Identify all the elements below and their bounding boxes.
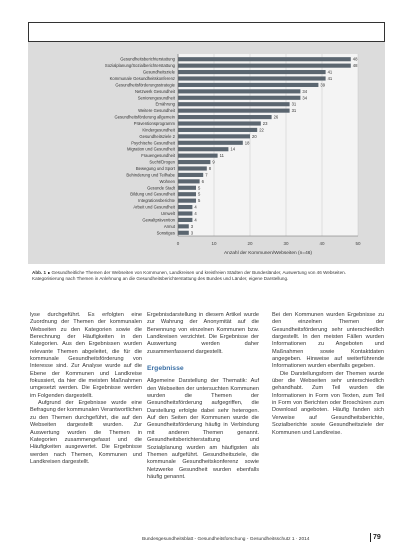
data-label: 3	[190, 230, 194, 236]
paragraph: Die Darstellungsform der Themen wurde über die Webseiten sehr unterschiedlich gehandhabt. Zum Teil wurden die Informationen in Form von Texten, zum Teil in Form von Berichten oder Broschüren zum Download angeboten. Häufig fanden sich Verweise auf Gesundheitsberichte, Sozialberichte sowie Gesundheitsziele der Kommunen und Landkreise.	[272, 370, 384, 436]
category-label: Behinderung und Teilhabe	[126, 172, 175, 178]
data-label: 9	[212, 159, 215, 165]
category-label: Gesundheitsziele 2	[139, 133, 175, 139]
category-label: Sucht/Drogen	[149, 159, 175, 165]
data-label: 48	[352, 56, 358, 62]
bar	[178, 102, 290, 106]
x-tick-label: 30	[283, 241, 289, 246]
data-label: 4	[194, 217, 197, 223]
caption-label: Abb. 1	[32, 270, 47, 275]
bar	[178, 83, 318, 87]
data-label: 4	[194, 204, 197, 210]
data-label: 5	[198, 198, 201, 204]
data-label: 6	[201, 178, 204, 184]
category-label: Gewaltprävention	[142, 217, 175, 223]
paragraph: Allgemeine Darstellung der Thematik: Auf den Webseiten der untersuchten Kommunen wurden die Themen der Gesundheitsförderung aufgegriffen, die Darstellung erfolgte dabei sehr heterogen. Auf den Seiten der Kommunen wurde die Gesundheitsförderung häufig in Verbindung mit anderen Themen genannt. Gesundheitsberichterstattung und Sozialplanung wurden am häufigsten als Themen aufgeführt. Gesundheitsziele, die kommunale Gesundheitskonferenz sowie Netzwerke Gesundheit wurden ebenfalls häufig genannt.	[147, 378, 259, 480]
data-label: 34	[302, 95, 308, 101]
category-label: Wohnen	[159, 178, 175, 184]
bar	[178, 173, 203, 177]
paragraph: Aufgrund der Ergebnisse wurde eine Befragung der kommunalen Verantwortlichen zu den Themen durchgeführt, die auf den Webseiten dargestellt wurden. Zur Auswertung wurden die Themen in Kategorien zusammengefasst und die Häufigkeiten ausgewertet. Die Ergebnisse werden nach Themen, Kommunen und Landkreisen dargestellt.	[30, 400, 142, 465]
section-heading: Ergebnisse	[147, 365, 184, 373]
category-label: Gesundheitsförderungsstrategie	[115, 82, 175, 88]
data-label: 26	[273, 114, 279, 120]
data-label: 23	[262, 121, 268, 126]
bar	[178, 186, 196, 190]
data-label: 5	[198, 185, 201, 191]
data-label: 4	[194, 211, 197, 216]
category-label: Ernährung	[155, 101, 175, 107]
category-label: Sonstiges	[156, 230, 175, 236]
bar	[178, 121, 261, 125]
bar	[178, 57, 351, 61]
text-column-3	[272, 312, 384, 437]
data-label: 11	[219, 153, 224, 159]
x-axis-label: Anzahl der Kommunen/Webseiten (n=46)	[223, 251, 313, 256]
category-label: Frauengesundheit	[141, 153, 175, 159]
category-label: Umwelt	[161, 211, 175, 216]
bar	[178, 231, 189, 235]
bar	[178, 199, 196, 203]
paragraph: Ergebnisdarstellung in diesem Artikel wurde zur Wahrung der Anonymität auf die Benennung von einzelnen Kommunen bzw. Landkreisen verzichtet. Die Ergebnisse der Auswertung werden daher zusammenfassend dargestellt.	[147, 312, 259, 355]
x-tick-label: 20	[247, 241, 253, 246]
paragraph: lyse durchgeführt. Es erfolgten eine Zuordnung der Themen der kommunalen Webseiten zu den Kategorien sowie die Berechnung der Häufigkeiten in den Kategorien. Aus den Ergebnissen wurden relevante Themen abgeleitet, die für die kommunale Gesundheitsförderung von Interesse sind. Zur Analyse wurde auf die Ebene der Kommunen und Landkreise fokussiert, da hier die meisten Maßnahmen umgesetzt werden. Die Ergebnisse werden im Folgenden dargestellt.	[30, 312, 142, 399]
category-label: Gesundheitsziele	[142, 69, 175, 75]
bar	[178, 109, 290, 113]
category-label: Weitere Gesundheit	[138, 108, 175, 114]
data-label: 7	[205, 172, 208, 178]
bar	[178, 141, 243, 145]
data-label: 31	[291, 108, 297, 114]
bar	[178, 76, 326, 80]
data-label: 20	[252, 133, 257, 139]
bar	[178, 96, 300, 100]
paragraph: Bei den Kommunen wurden Ergebnisse zu den einzelnen Themen der Gesundheitsförderung sehr unterschiedlich dargestellt. In den meisten Fällen wurden Informationen zu Angeboten und Maßnahmen sowie Kontaktdaten angegeben. Hinweise auf weiterführende Informationen wurden ebenfalls gegeben.	[272, 312, 384, 370]
category-label: Gesundheitsberichterstattung	[120, 56, 175, 62]
data-label: 5	[198, 191, 201, 197]
journal-footer: Bundesgesundheitsblatt - Gesundheitsforschung - Gesundheitsschutz 1 · 2014	[142, 537, 310, 542]
data-label: 41	[327, 76, 333, 81]
bar	[178, 70, 326, 74]
data-label: 14	[230, 146, 236, 152]
figure-caption	[32, 270, 377, 283]
text-column-2	[147, 312, 259, 481]
bar	[178, 166, 207, 170]
bar	[178, 128, 257, 132]
plot-area	[178, 54, 358, 236]
bar-chart	[28, 42, 385, 264]
category-label: Kindergesundheit	[142, 127, 175, 133]
data-label: 3	[190, 223, 194, 229]
bar	[178, 89, 300, 93]
category-label: Bewegung und Sport	[135, 166, 175, 171]
page-number: 79	[373, 534, 381, 541]
text-column-1	[30, 312, 142, 466]
category-label: Integrationsberichte	[138, 198, 175, 204]
x-tick-label: 40	[319, 241, 325, 246]
category-label: Gesundheitsförderung allgemein	[114, 114, 175, 120]
header-box	[28, 22, 385, 42]
data-label: 34	[302, 88, 308, 94]
category-label: Migration und Gesundheit	[127, 146, 175, 152]
data-label: 22	[259, 127, 264, 133]
data-label: 31	[291, 101, 297, 107]
x-tick-label: 50	[355, 241, 361, 246]
data-label: 41	[327, 69, 333, 75]
bar	[178, 224, 189, 228]
category-label: Psychische Gesundheit	[131, 140, 175, 146]
figure-chart	[28, 42, 385, 264]
data-label: 18	[244, 140, 250, 146]
bar	[178, 211, 192, 215]
category-label: Seniorengesundheit	[137, 95, 175, 101]
caption-text: ∎ Gesundheitliche Themen der Webseiten von Kommunen, Landkreisen und kreisfreien Städten der Bundesländer, Auswertung von 46 Webseiten. Kategorisierung nach Themen in Anlehnung an die Gesundheitsberichterstattung des Bundes und Länder, eigene Darstellung.	[32, 270, 346, 282]
bar	[178, 134, 250, 138]
bar	[178, 154, 218, 158]
bar	[178, 115, 272, 119]
bar	[178, 147, 228, 151]
category-label: Gesunde Stadt	[147, 185, 175, 191]
x-tick-label: 10	[211, 241, 217, 246]
category-label: Bildung und Gesundheit	[130, 191, 175, 197]
data-label: 8	[208, 166, 212, 171]
data-label: 48	[352, 63, 358, 69]
bar	[178, 160, 210, 164]
bar	[178, 64, 351, 68]
category-label: Netzwerk Gesundheit	[134, 88, 175, 94]
category-label: Präventionsprogramm	[133, 121, 175, 126]
category-label: Arbeit und Gesundheit	[133, 204, 175, 210]
footer-divider	[370, 533, 371, 542]
bar	[178, 218, 192, 222]
category-label: Kommunale Gesundheitskonferenz	[109, 76, 175, 81]
bar	[178, 205, 192, 209]
x-tick-label: 0	[176, 241, 180, 246]
category-label: Armut	[163, 223, 175, 229]
bar	[178, 179, 200, 183]
bar	[178, 192, 196, 196]
category-label: Sozialplanung/Sozialberichterstattung	[104, 63, 175, 69]
data-label: 39	[320, 82, 326, 88]
